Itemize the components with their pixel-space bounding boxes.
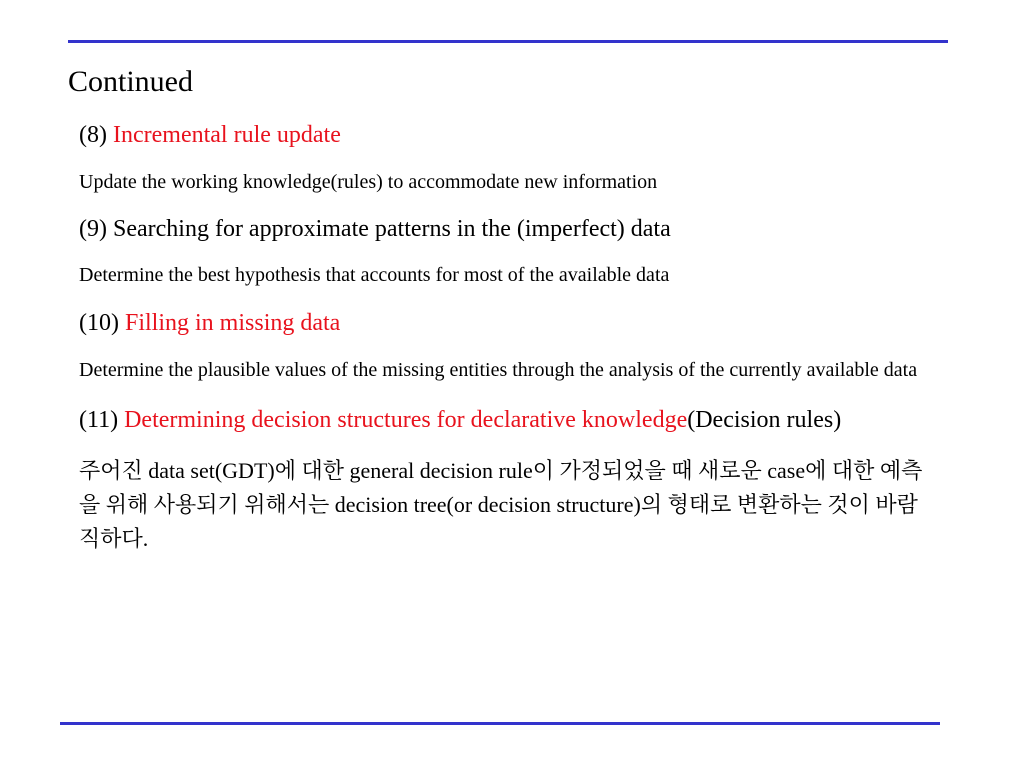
item-8-description: Update the working knowledge(rules) to accommodate new information	[79, 171, 658, 193]
item-8-heading	[79, 118, 939, 152]
bottom-divider	[60, 722, 940, 725]
item-9-heading	[79, 212, 939, 246]
item-11-heading	[79, 403, 939, 437]
item-11-highlight: Determining decision structures for declarative knowledge	[124, 407, 688, 433]
item-9-description: Determine the best hypothesis that accounts for most of the available data	[79, 264, 670, 286]
slide-content	[79, 118, 939, 556]
item-11-number: (11)	[79, 407, 125, 433]
item-8-number: (8)	[79, 122, 113, 148]
item-8-highlight: Incremental rule update	[112, 122, 341, 148]
item-9-number: (9)	[79, 216, 113, 242]
item-10-description: Determine the plausible values of the missing entities through the analysis of the currently available data	[79, 359, 918, 381]
item-10-highlight: Filling in missing data	[124, 310, 341, 336]
slide-title: Continued	[68, 65, 193, 98]
item-11-description: 주어진 data set(GDT)에 대한 general decision rule이 가정되었을 때 새로운 case에 대한 예측을 위해 사용되기 위해서는 decision tree(or decision structure)의 형태로 변환하는 것이 바람직하다.	[79, 458, 923, 551]
top-divider	[68, 40, 948, 43]
item-11-heading-rest: (Decision rules)	[687, 407, 842, 433]
item-10-number: (10)	[79, 310, 125, 336]
item-10-heading	[79, 306, 939, 340]
item-9-heading-rest: Searching for approximate patterns in the (imperfect) data	[112, 216, 671, 242]
